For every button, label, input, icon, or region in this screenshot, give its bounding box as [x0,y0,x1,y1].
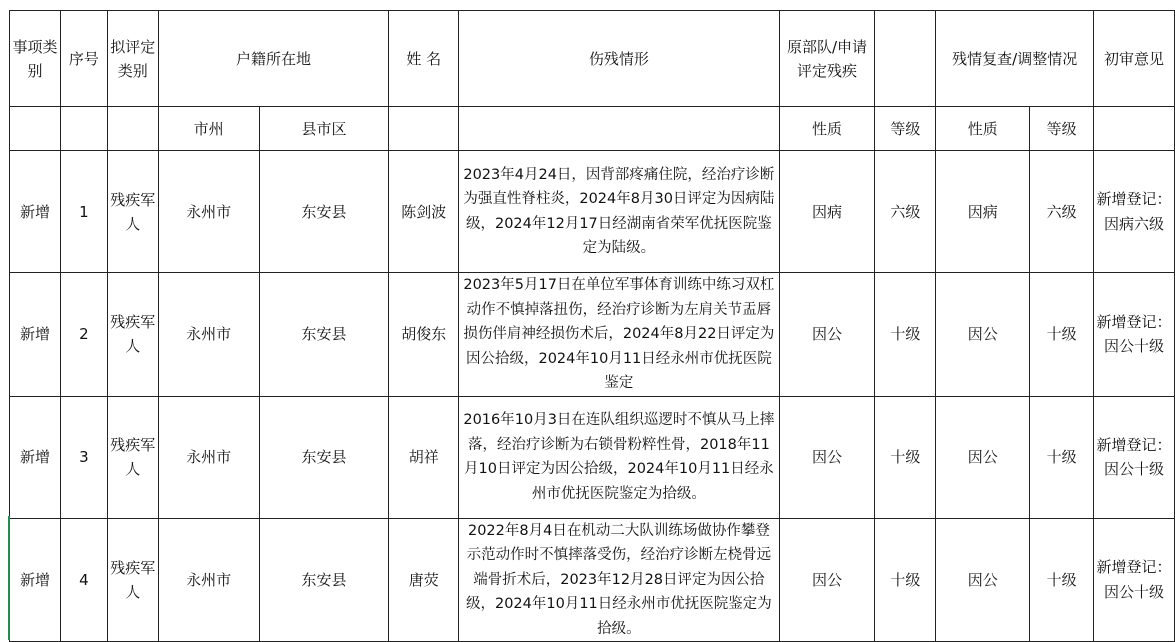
col-header-proposed-type[interactable]: 拟评定类别 [107,11,158,107]
cell-opinion[interactable]: 新增登记：因公十级 [1094,396,1175,518]
cell-opinion[interactable]: 新增登记：因公十级 [1094,273,1175,397]
cell-type[interactable]: 残疾军人 [107,273,158,397]
subheader-city[interactable]: 市州 [158,107,259,151]
cell-review-nature[interactable]: 因公 [936,396,1030,518]
cell-injury-desc[interactable]: 2023年4月24日，因背部疼痛住院，经治疗诊断为强直性脊柱炎，2024年8月30日评定为因病陆级，2024年12月17日经湖南省荣军优抚医院鉴定为陆级。 [459,151,779,273]
cell-index[interactable]: 1 [60,151,107,273]
subheader-empty-cell[interactable] [389,107,459,151]
cell-index[interactable]: 4 [60,518,107,642]
subheader-empty-cell[interactable] [60,107,107,151]
subheader-empty-cell[interactable] [10,107,61,151]
cell-review-nature[interactable]: 因病 [936,151,1030,273]
cell-city[interactable]: 永州市 [158,151,259,273]
cell-category[interactable]: 新增 [10,151,61,273]
cell-index[interactable]: 2 [60,273,107,397]
col-header-index[interactable]: 序号 [60,11,107,107]
cell-type[interactable]: 残疾军人 [107,396,158,518]
subheader-empty-cell[interactable] [107,107,158,151]
cell-city[interactable]: 永州市 [158,273,259,397]
cell-index[interactable]: 3 [60,396,107,518]
col-header-injury[interactable]: 伤残情形 [459,11,779,107]
cell-original-nature[interactable]: 因病 [779,151,875,273]
cell-type[interactable]: 残疾军人 [107,518,158,642]
cell-opinion[interactable]: 新增登记：因病六级 [1094,151,1175,273]
col-header-category[interactable]: 事项类别 [10,11,61,107]
cell-review-nature[interactable]: 因公 [936,518,1030,642]
cell-category[interactable]: 新增 [10,273,61,397]
subheader-empty-cell[interactable] [1094,107,1175,151]
cell-opinion[interactable]: 新增登记：因公十级 [1094,518,1175,642]
cell-review-nature[interactable]: 因公 [936,273,1030,397]
subheader-row [10,107,1175,151]
cell-injury-desc[interactable]: 2023年5月17日在单位军事体育训练中练习双杠动作不慎掉落扭伤，经治疗诊断为左肩关节盂唇损伤伴肩神经损伤术后，2024年8月22日评定为因公拾级，2024年10月11日经永州市优抚医院鉴定 [459,273,779,397]
table-row [10,518,1175,642]
cell-original-level[interactable]: 十级 [875,273,936,397]
table-row [10,273,1175,397]
disability-registration-table [9,10,1175,642]
cell-injury-desc[interactable]: 2022年8月4日在机动二大队训练场做协作攀登示范动作时不慎摔落受伤，经治疗诊断左桡骨远端骨折术后，2023年12月28日评定为因公拾级，2024年10月11日经永州市优抚医院鉴定为拾级。 [459,518,779,642]
table-row [10,151,1175,273]
subheader-review-level[interactable]: 等级 [1030,107,1094,151]
active-cell-indicator [8,516,10,640]
subheader-original-level[interactable]: 等级 [875,107,936,151]
cell-type[interactable]: 残疾军人 [107,151,158,273]
col-header-household[interactable]: 户籍所在地 [158,11,389,107]
cell-county[interactable]: 东安县 [259,151,389,273]
cell-review-level[interactable]: 十级 [1030,518,1094,642]
cell-name[interactable]: 陈剑波 [389,151,459,273]
cell-injury-desc[interactable]: 2016年10月3日在连队组织巡逻时不慎从马上摔落，经治疗诊断为右锁骨粉粹性骨，2018年11月10日评定为因公拾级，2024年10月11日经永州市优抚医院鉴定为拾级。 [459,396,779,518]
subheader-original-nature[interactable]: 性质 [779,107,875,151]
cell-category[interactable]: 新增 [10,518,61,642]
cell-city[interactable]: 永州市 [158,396,259,518]
cell-review-level[interactable]: 十级 [1030,273,1094,397]
cell-original-level[interactable]: 十级 [875,518,936,642]
cell-county[interactable]: 东安县 [259,273,389,397]
cell-county[interactable]: 东安县 [259,518,389,642]
cell-original-level[interactable]: 十级 [875,396,936,518]
header-row [10,11,1175,107]
cell-name[interactable]: 唐荧 [389,518,459,642]
subheader-review-nature[interactable]: 性质 [936,107,1030,151]
col-header-name[interactable]: 姓 名 [389,11,459,107]
cell-original-nature[interactable]: 因公 [779,518,875,642]
cell-city[interactable]: 永州市 [158,518,259,642]
col-header-original[interactable]: 原部队/申请评定残疾 [779,11,875,107]
cell-name[interactable]: 胡祥 [389,396,459,518]
cell-original-nature[interactable]: 因公 [779,396,875,518]
cell-review-level[interactable]: 十级 [1030,396,1094,518]
col-header-review[interactable]: 残情复查/调整情况 [936,11,1094,107]
cell-county[interactable]: 东安县 [259,396,389,518]
col-header-original-extra[interactable] [875,11,936,107]
cell-original-nature[interactable]: 因公 [779,273,875,397]
subheader-empty-cell[interactable] [459,107,779,151]
cell-name[interactable]: 胡俊东 [389,273,459,397]
table-row [10,396,1175,518]
col-header-opinion[interactable]: 初审意见 [1094,11,1175,107]
cell-original-level[interactable]: 六级 [875,151,936,273]
subheader-county[interactable]: 县市区 [259,107,389,151]
cell-category[interactable]: 新增 [10,396,61,518]
cell-review-level[interactable]: 六级 [1030,151,1094,273]
